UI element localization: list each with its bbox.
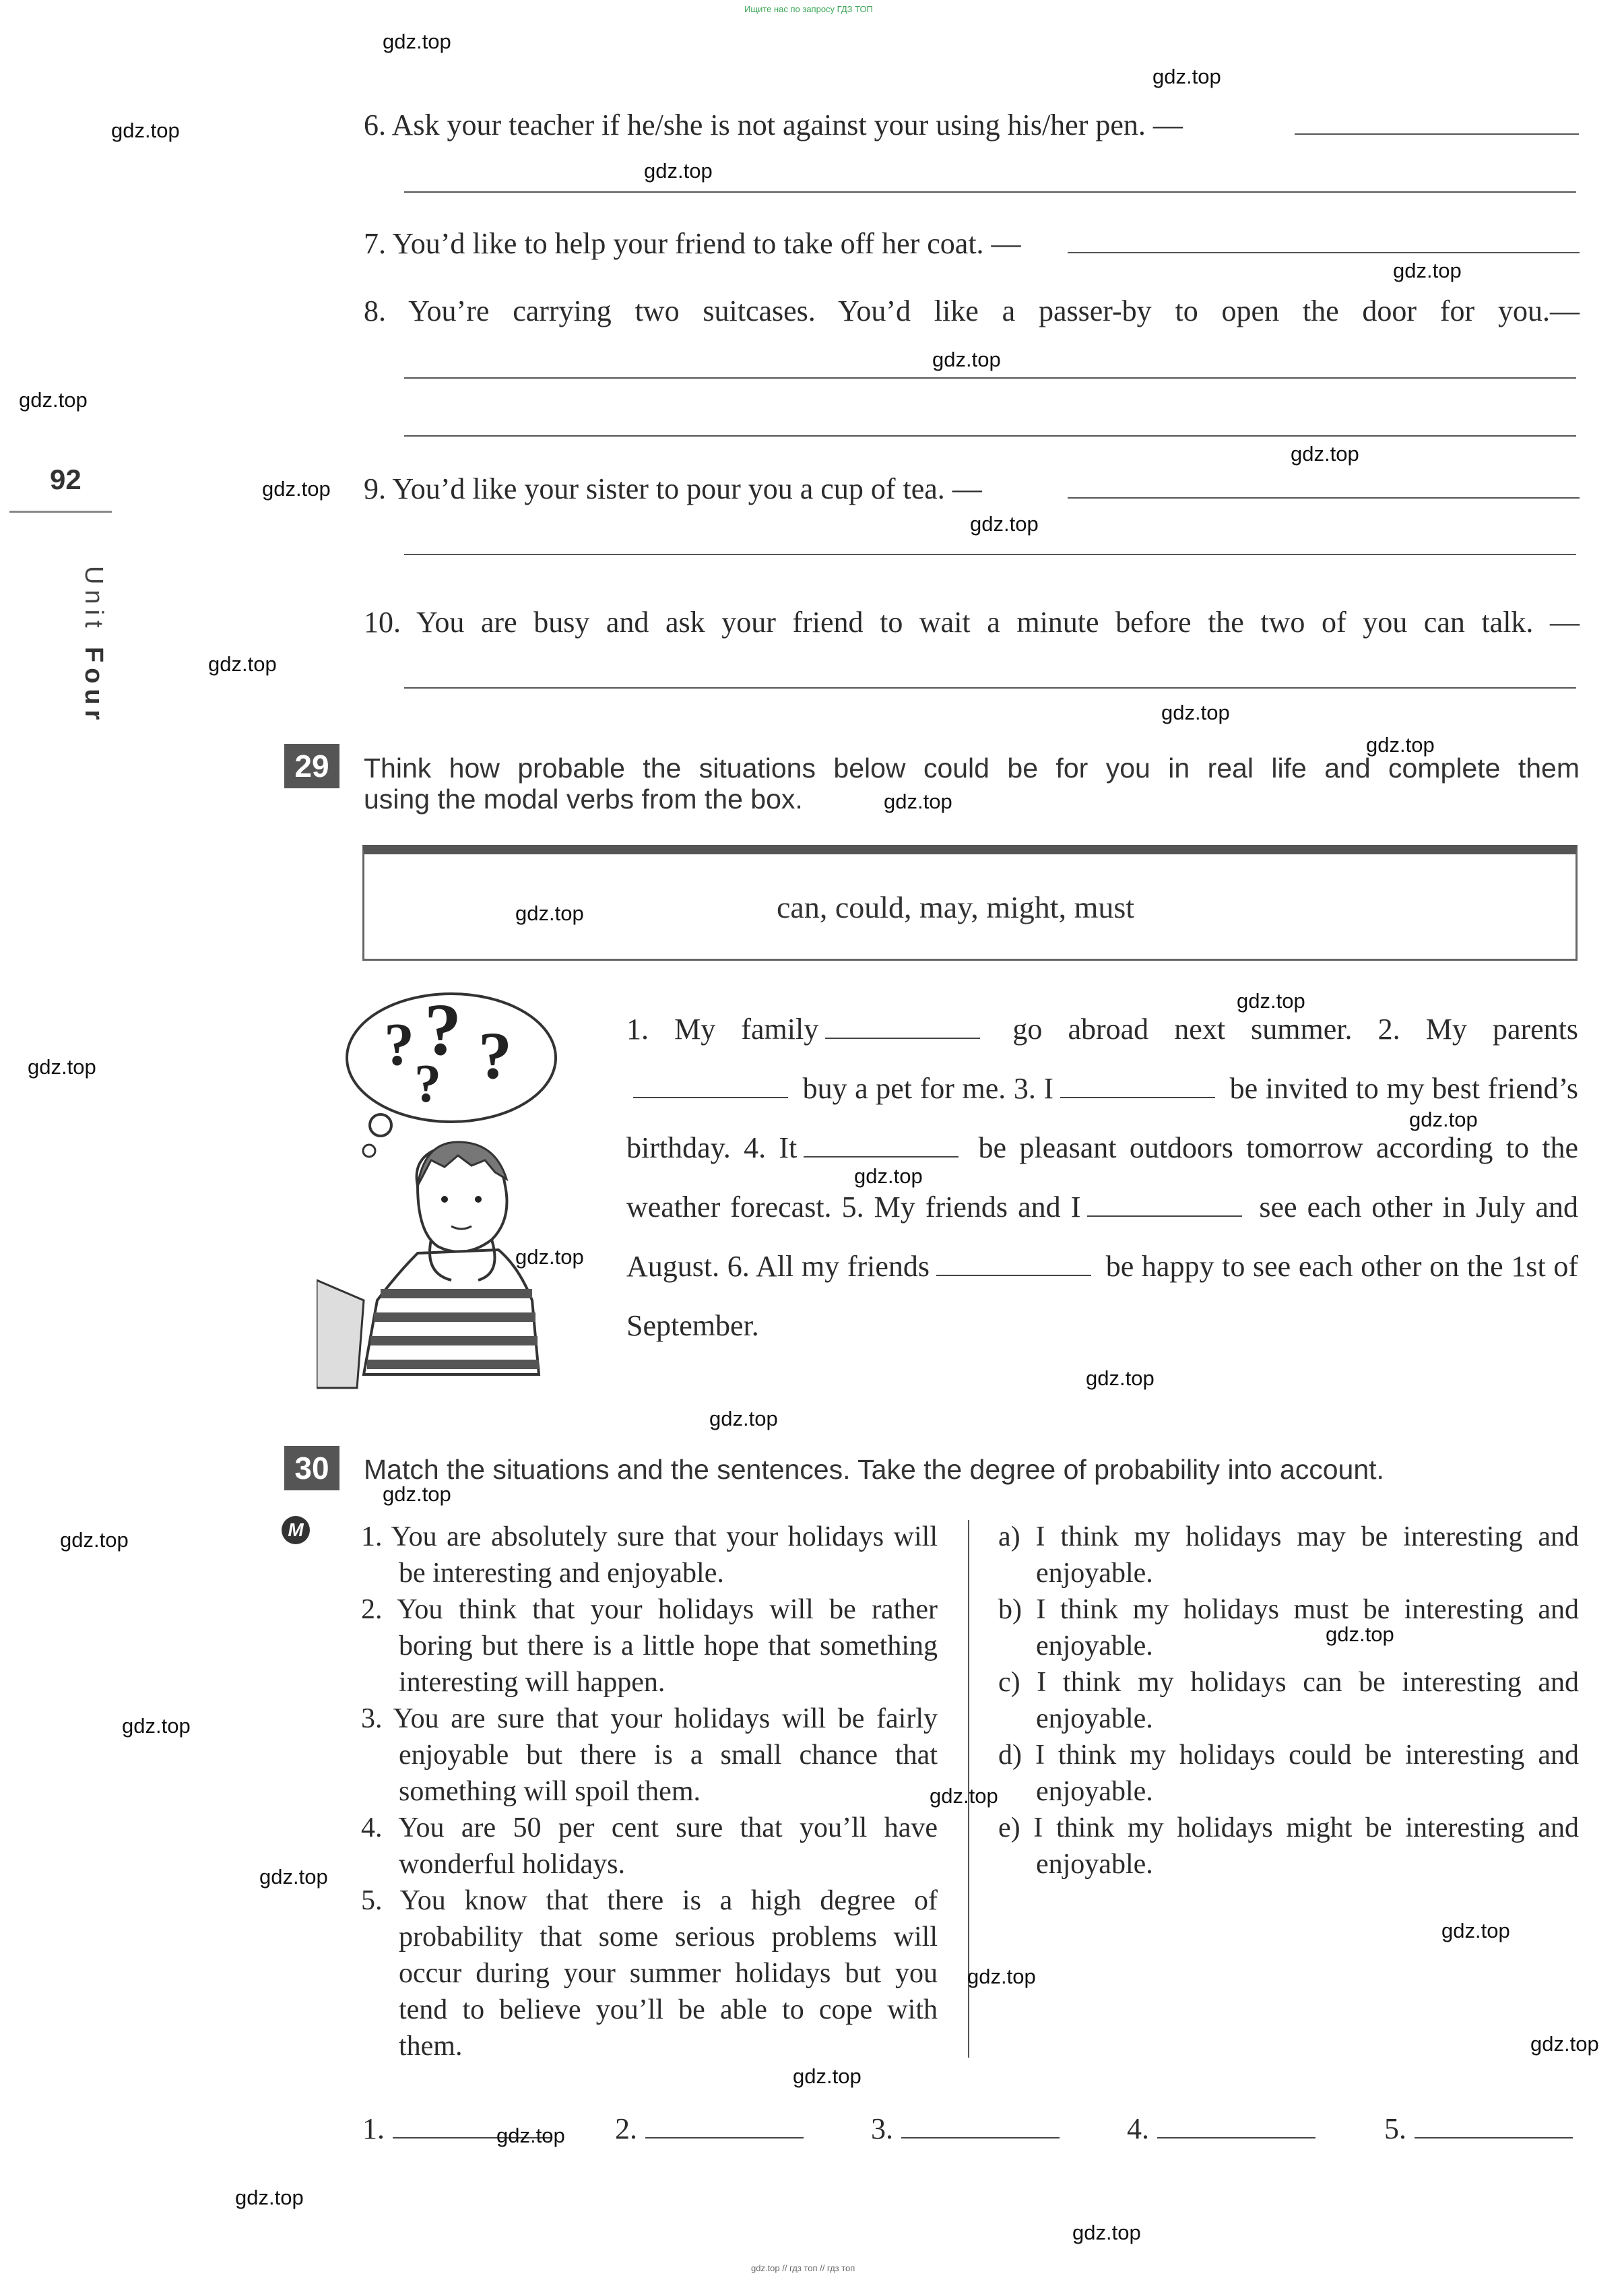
ex29-blank-1[interactable]	[825, 1037, 980, 1039]
watermark: gdz.top	[793, 2064, 862, 2088]
watermark: gdz.top	[383, 30, 451, 53]
thought-bubble	[347, 988, 556, 1157]
watermark: gdz.top	[259, 1865, 328, 1889]
ex30-marker-icon: M	[282, 1516, 310, 1544]
ex28-item-9: 9. You’d like your sister to pour you a cup of tea. —	[364, 472, 982, 505]
ex30-sentence-d: d) I think my holidays could be interesting and enjoyable.	[998, 1740, 1579, 1807]
ex29-seg-3: buy a pet for me. 3. I	[802, 1072, 1054, 1105]
ex30-sentences	[998, 1519, 1579, 1882]
ex29-text	[626, 1000, 1578, 1356]
watermark: gdz.top	[1441, 1919, 1510, 1942]
ex30-sentence-b: b) I think my holidays must be interesting and enjoyable.	[998, 1594, 1579, 1661]
watermark: gdz.top	[28, 1055, 96, 1079]
watermark: gdz.top	[644, 159, 713, 183]
ex28-item-9-blank-2[interactable]	[404, 554, 1576, 555]
svg-text:?: ?	[414, 1054, 441, 1114]
footer-note: gdz.top // гдз топ // гдз топ	[751, 2263, 855, 2273]
ex29-blank-3[interactable]	[1060, 1096, 1215, 1098]
page-number: 92	[50, 464, 82, 495]
boy-figure	[317, 1142, 539, 1388]
ex30-number-badge: 30	[284, 1446, 339, 1490]
watermark: gdz.top	[262, 477, 331, 501]
ex28-item-8: 8. You’re carrying two suitcases. You’d like a passer-by to open the door for you.—	[364, 294, 1580, 327]
svg-text:?: ?	[424, 988, 461, 1071]
ex28-item-6-blank-2[interactable]	[404, 191, 1576, 193]
watermark: gdz.top	[1152, 65, 1221, 88]
ex30-sentence-a: a) I think my holidays may be interesting and enjoyable.	[998, 1521, 1579, 1589]
svg-text:?: ?	[384, 1011, 414, 1078]
ex28-item-10: 10. You are busy and ask your friend to wait a minute before the two of you can talk. —	[364, 606, 1580, 639]
ex28-item-6: 6. Ask your teacher if he/she is not against your using his/her pen. —	[364, 108, 1183, 141]
watermark: gdz.top	[496, 2124, 565, 2147]
watermark: gdz.top	[1530, 2032, 1599, 2056]
ex28-item-8-blank[interactable]	[404, 377, 1576, 379]
ex28-item-7-blank[interactable]	[1068, 252, 1580, 253]
unit-label	[40, 539, 108, 755]
ex29-blank-2[interactable]	[633, 1096, 788, 1098]
watermark: gdz.top	[1237, 989, 1305, 1013]
ex30-situation-2: 2. You think that your holidays will be rather boring but there is a little hope that something interesting will happen.	[361, 1594, 938, 1698]
ex30-situation-4: 4. You are 50 per cent sure that you’ll have wonderful holidays.	[361, 1812, 938, 1880]
ex30-answer-4	[1127, 2112, 1316, 2146]
ex29-instruction-line1: Think how probable the situations below could be for you in real life and complete them	[364, 753, 1580, 784]
ex30-situation-1: 1. You are absolutely sure that your holidays will be interesting and enjoyable.	[361, 1521, 938, 1589]
watermark: gdz.top	[1409, 1108, 1478, 1131]
ex29-number-badge: 29	[284, 744, 339, 788]
ex28-item-9-blank[interactable]	[1068, 497, 1580, 499]
watermark: gdz.top	[19, 388, 88, 412]
unit-label-four: Four	[79, 647, 108, 726]
watermark: gdz.top	[1291, 442, 1359, 466]
watermark: gdz.top	[235, 2186, 304, 2209]
watermark: gdz.top	[1393, 259, 1462, 282]
ex30-situations	[361, 1519, 938, 2064]
ex29-word-box-text: can, could, may, might, must	[777, 890, 1135, 924]
ex29-instruction-line2: using the modal verbs from the box.	[364, 784, 803, 815]
ex29-seg-4: be invited to my best friend’s birthday. 4. It	[626, 1072, 1579, 1164]
watermark: gdz.top	[383, 1482, 451, 1506]
ex30-answer-2	[615, 2112, 804, 2146]
header-note: Ищите нас по запросу ГДЗ ТОП	[744, 4, 873, 14]
ex28-item-6-blank[interactable]	[1295, 133, 1579, 135]
watermark: gdz.top	[122, 1714, 191, 1738]
ex29-seg-6: see each other in July and August. 6. All my friends	[626, 1191, 1578, 1283]
ex29-seg-1: 1. My family	[626, 1013, 819, 1046]
watermark: gdz.top	[932, 348, 1001, 371]
watermark: gdz.top	[1072, 2221, 1141, 2244]
watermark: gdz.top	[515, 1245, 584, 1269]
ex30-answer-blank-3[interactable]	[901, 2136, 1060, 2138]
watermark: gdz.top	[709, 1407, 778, 1430]
watermark: gdz.top	[884, 790, 952, 813]
ex30-answer-3	[871, 2112, 1060, 2146]
ex30-answer-label-5: 5.	[1384, 2112, 1406, 2145]
ex30-answer-label-4: 4.	[1127, 2112, 1149, 2145]
watermark: gdz.top	[515, 901, 584, 925]
ex29-blank-5[interactable]	[1087, 1215, 1242, 1217]
ex30-answer-label-2: 2.	[615, 2112, 637, 2145]
ex30-answer-blank-5[interactable]	[1415, 2136, 1573, 2138]
svg-text:?: ?	[478, 1018, 512, 1093]
watermark: gdz.top	[967, 1965, 1036, 1988]
watermark: gdz.top	[854, 1164, 923, 1188]
watermark: gdz.top	[930, 1784, 998, 1808]
ex30-answer-5	[1384, 2112, 1573, 2146]
ex29-seg-2: go abroad next summer. 2. My parents	[1012, 1013, 1579, 1046]
watermark: gdz.top	[111, 119, 180, 142]
page-number-rule	[9, 511, 112, 513]
thinking-boy-illustration	[317, 984, 606, 1401]
ex29-seg-7: be happy to see each other on the 1st of September.	[626, 1250, 1579, 1342]
ex30-answer-blank-2[interactable]	[645, 2136, 804, 2138]
ex30-sentence-e: e) I think my holidays might be interesting and enjoyable.	[998, 1812, 1579, 1880]
ex30-answer-label-3: 3.	[871, 2112, 893, 2145]
watermark: gdz.top	[1086, 1366, 1155, 1390]
ex29-seg-5: be pleasant outdoors tomorrow according to the weather forecast. 5. My friends and I	[626, 1131, 1578, 1224]
watermark: gdz.top	[208, 652, 277, 676]
ex30-answer-label-1: 1.	[362, 2112, 385, 2145]
watermark: gdz.top	[1326, 1622, 1394, 1646]
watermark: gdz.top	[1366, 733, 1435, 757]
ex29-blank-4[interactable]	[804, 1155, 959, 1158]
ex28-item-7: 7. You’d like to help your friend to take off her coat. —	[364, 227, 1021, 260]
unit-label-unit: Unit	[79, 566, 108, 633]
ex30-situation-5: 5. You know that there is a high degree of probability that some serious problems will occur during your summer holidays but you tend to believe you’ll be able to cope with them.	[361, 1885, 938, 2062]
ex30-answer-blank-4[interactable]	[1157, 2136, 1316, 2138]
watermark: gdz.top	[970, 512, 1039, 536]
ex30-instruction: Match the situations and the sentences. Take the degree of probability into account.	[364, 1454, 1384, 1485]
watermark: gdz.top	[1161, 701, 1230, 724]
ex30-sentence-c: c) I think my holidays can be interesting and enjoyable.	[998, 1667, 1579, 1734]
ex28-item-10-blank[interactable]	[404, 687, 1576, 689]
ex30-situation-3: 3. You are sure that your holidays will be fairly enjoyable but there is a small chance that something will spoil them.	[361, 1703, 938, 1807]
ex29-blank-6[interactable]	[936, 1274, 1091, 1276]
ex28-item-8-blank-2[interactable]	[404, 435, 1576, 437]
watermark: gdz.top	[60, 1528, 129, 1552]
